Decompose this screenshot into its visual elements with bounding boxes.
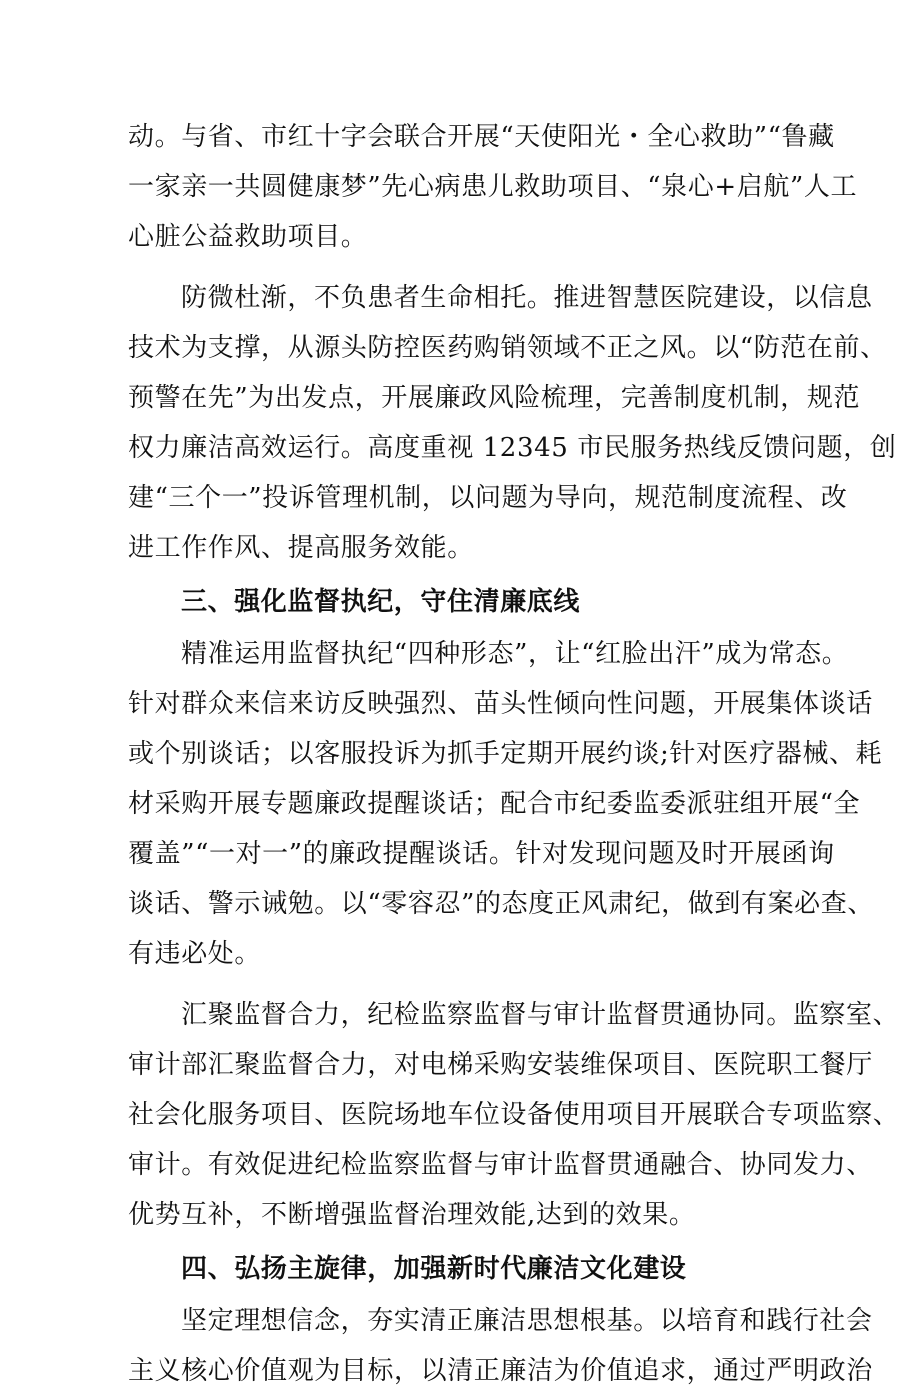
text-line: 预警在先”为出发点，开展廉政风险梳理，完善制度机制，规范: [128, 383, 861, 413]
text-line: 社会化服务项目、医院场地车位设备使用项目开展联合专项监察、: [128, 1100, 900, 1130]
text-line: 建“三个一”投诉管理机制，以问题为导向，规范制度流程、改: [128, 483, 848, 513]
paragraph-1: [128, 112, 858, 262]
text-line: 优势互补，不断增强监督治理效能,达到的效果。: [128, 1200, 696, 1230]
text-line: 针对群众来信来访反映强烈、苗头性倾向性问题，开展集体谈话: [128, 689, 873, 719]
text-line: 审计部汇聚监督合力，对电梯采购安装维保项目、医院职工餐厅: [128, 1050, 873, 1080]
text-line: 有违必处。: [128, 939, 262, 969]
text-line: 坚定理想信念，夯实清正廉洁思想根基。以培育和践行社会: [181, 1306, 873, 1336]
section-heading-4: 四、弘扬主旋律，加强新时代廉洁文化建设: [181, 1254, 687, 1284]
text-line: 或个别谈话；以客服投诉为抓手定期开展约谈;针对医疗器械、耗: [128, 739, 883, 769]
paragraph-4: [128, 990, 900, 1240]
text-line: 权力廉洁高效运行。高度重视 12345 市民服务热线反馈问题，创: [128, 433, 897, 463]
text-line: 覆盖”“一对一”的廉政提醒谈话。针对发现问题及时开展函询: [128, 839, 835, 869]
text-line: 材采购开展专题廉政提醒谈话；配合市纪委监委派驻组开展“全: [128, 789, 861, 819]
text-line: 汇聚监督合力，纪检监察监督与审计监督贯通协同。监察室、: [181, 1000, 900, 1030]
text-line: 审计。有效促进纪检监察监督与审计监督贯通融合、协同发力、: [128, 1150, 873, 1180]
text-line: 一家亲一共圆健康梦”先心病患儿救助项目、“泉心+启航”人工: [128, 172, 858, 202]
text-line: 动。与省、市红十字会联合开展“天使阳光・全心救助”“鲁藏: [128, 122, 835, 152]
paragraph-5: [128, 1296, 873, 1396]
document-body: [128, 112, 900, 1396]
text-line: 技术为支撑，从源头防控医药购销领域不正之风。以“防范在前、: [128, 333, 887, 363]
paragraph-2: [128, 273, 897, 573]
section-heading-3: 三、强化监督执纪，守住清廉底线: [181, 587, 581, 617]
text-line: 主义核心价值观为目标，以清正廉洁为价值追求，通过严明政治: [128, 1356, 873, 1386]
text-line: 心脏公益救助项目。: [128, 222, 368, 252]
text-line: 进工作作风、提高服务效能。: [128, 533, 474, 563]
paragraph-3: [128, 629, 883, 979]
text-line: 防微杜渐，不负患者生命相托。推进智慧医院建设，以信息: [181, 283, 873, 313]
text-line: 谈话、警示诫勉。以“零容忍”的态度正风肃纪，做到有案必查、: [128, 889, 874, 919]
text-line: 精准运用监督执纪“四种形态”，让“红脸出汗”成为常态。: [181, 639, 849, 669]
